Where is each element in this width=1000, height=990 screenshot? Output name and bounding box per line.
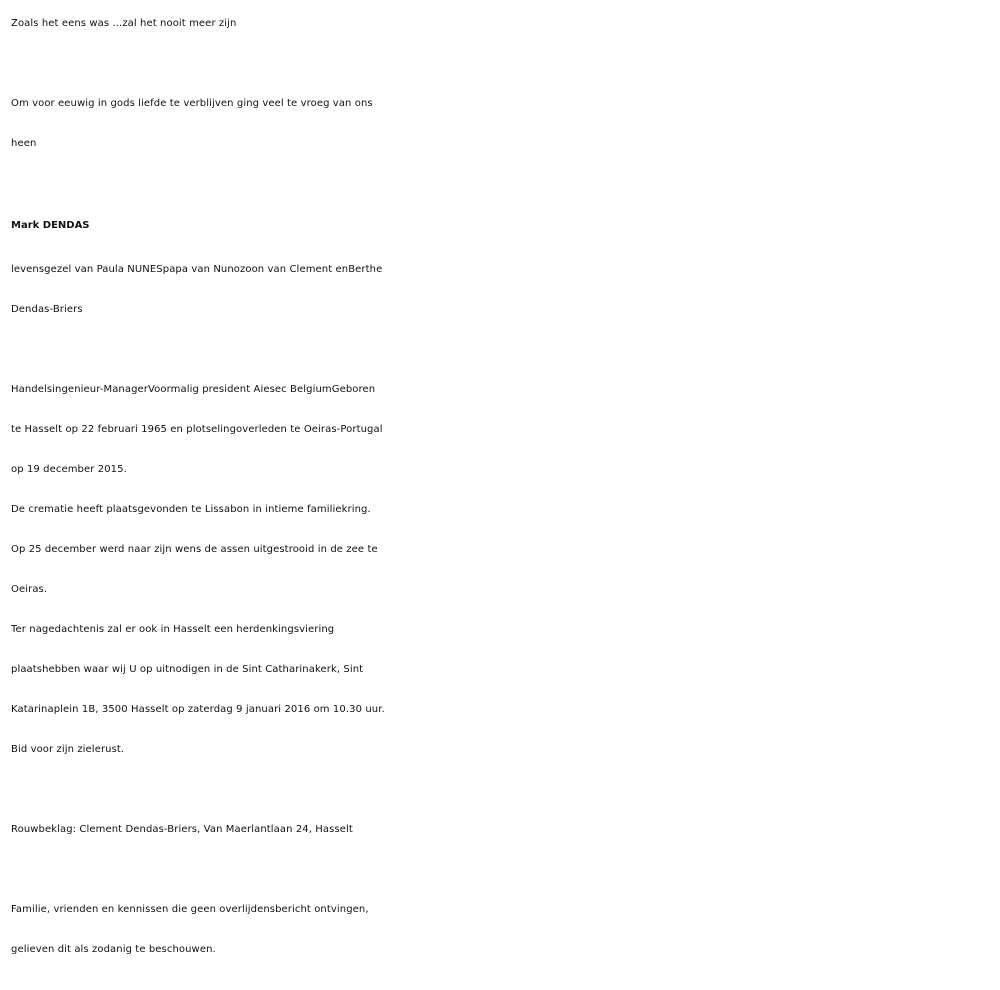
deceased-name: Mark DENDAS [11,220,90,231]
spacer [11,850,991,890]
spacer [11,164,991,202]
biography-line: Handelsingenieur-ManagerVoormalig president Aiesec BelgiumGeboren [11,384,376,395]
intro-line-1: Zoals het eens was ...zal het nooit meer zijn [11,18,237,29]
biography-line: plaatshebben waar wij U op uitnodigen in de Sint Catharinakerk, Sint [11,664,364,675]
spacer [11,44,991,84]
biography-line: Katarinaplein 1B, 3500 Hasselt op zaterdag 9 januari 2016 om 10.30 uur. [11,704,385,715]
obituary-text [11,4,991,970]
biography-line: De crematie heeft plaatsgevonden te Lissabon in intieme familiekring. [11,504,371,515]
spacer [11,770,991,810]
relations-line-2: Dendas-Briers [11,304,83,315]
closing-line-2: gelieven dit als zodanig te beschouwen. [11,944,216,955]
biography-line: Ter nagedachtenis zal er ook in Hasselt een herdenkingsviering [11,624,335,635]
condolences-line: Rouwbeklag: Clement Dendas-Briers, Van Maerlantlaan 24, Hasselt [11,824,353,835]
biography-line: op 19 december 2015. [11,464,127,475]
relations-line-1: levensgezel van Paula NUNESpapa van Nunozoon van Clement enBerthe [11,264,383,275]
spacer [11,330,991,370]
biography-line: Bid voor zijn zielerust. [11,744,125,755]
biography-line: te Hasselt op 22 februari 1965 en plotselingoverleden te Oeiras-Portugal [11,424,383,435]
closing-line-1: Familie, vrienden en kennissen die geen overlijdensbericht ontvingen, [11,904,369,915]
biography-line: Oeiras. [11,584,48,595]
intro-line-2: Om voor eeuwig in gods liefde te verblijven ging veel te vroeg van ons [11,98,373,109]
intro-line-3: heen [11,138,37,149]
biography-line: Op 25 december werd naar zijn wens de assen uitgestrooid in de zee te [11,544,378,555]
